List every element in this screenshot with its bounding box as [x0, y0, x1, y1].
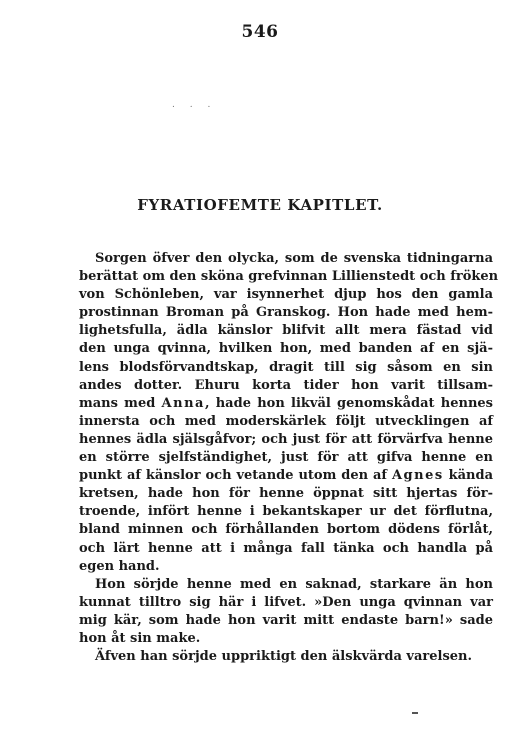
text-fragment: troende, infört henne i bekantskaper ur det förflutna,	[79, 504, 493, 520]
text-fragment: , hade hon likväl genomskådat hennes	[204, 395, 493, 411]
text-line	[79, 395, 493, 413]
text-fragment: kretsen, hade hon för henne öppnat sitt hjertas för-	[79, 486, 493, 502]
spaced-name: Agnes	[391, 468, 444, 484]
text-fragment: prostinnan Broman på Granskog. Hon hade med hem-	[79, 305, 493, 321]
page-number: 546	[241, 22, 279, 42]
text-line	[79, 431, 493, 449]
text-fragment: lens blodsförvandtskap, dragit till sig såsom en sin	[79, 359, 493, 375]
text-line	[79, 594, 493, 612]
text-fragment: Äfven han sörjde uppriktigt den älskvärda varelsen.	[95, 649, 473, 665]
text-fragment: Sorgen öfver den olycka, som de svenska tidningarna	[95, 251, 493, 266]
text-fragment: lighetsfulla, ädla känslor blifvit allt mera fästad vid	[79, 323, 493, 339]
text-fragment: hon åt sin make.	[79, 630, 201, 646]
text-line	[79, 250, 493, 268]
text-fragment: punkt af känslor och vetande utom den af	[79, 468, 392, 484]
text-fragment: en större sjelfständighet, just för att gifva henne en	[79, 450, 493, 466]
text-fragment: berättat om den sköna grefvinnan Lillienstedt och fröken	[79, 269, 499, 285]
text-line	[79, 558, 493, 576]
print-specks: . . .	[172, 100, 217, 110]
text-fragment: bland minnen och förhållanden bortom dödens förlåt,	[79, 522, 493, 538]
text-fragment: andes dotter. Ehuru korta tider hon varit tillsam-	[79, 377, 493, 393]
text-line	[79, 576, 493, 594]
text-fragment: von Schönleben, var isynnerhet djup hos den gamla	[79, 287, 493, 303]
text-fragment: egen hand.	[79, 558, 160, 574]
text-fragment: mig kär, som hade hon varit mitt endaste barn!» sade	[79, 612, 493, 628]
text-fragment: innersta och med moderskärlek följt utvecklingen af	[79, 413, 493, 429]
text-line	[79, 304, 493, 322]
text-line	[79, 485, 493, 503]
text-line	[79, 630, 493, 648]
text-fragment: och lärt henne att i många fall tänka och handla på	[79, 540, 493, 556]
text-line	[79, 322, 493, 340]
text-fragment: kunnat tilltro sig här i lifvet. »Den unga qvinnan var	[79, 594, 493, 610]
text-line	[79, 286, 493, 304]
text-fragment: den unga qvinna, hvilken hon, med banden af en sjä-	[79, 341, 493, 357]
text-line	[79, 540, 493, 558]
text-fragment: mans med	[79, 395, 162, 411]
text-fragment: kända	[443, 468, 493, 484]
text-fragment: hennes ädla själsgåfvor; och just för att förvärfva henne	[79, 431, 493, 447]
chapter-title: FYRATIOFEMTE KAPITLET.	[137, 196, 383, 214]
text-line	[79, 268, 499, 286]
body-text	[79, 250, 499, 666]
spaced-name: Anna	[161, 395, 205, 411]
text-fragment: Hon sörjde henne med en saknad, starkare än hon	[95, 576, 493, 592]
bottom-mark	[412, 712, 418, 714]
text-line	[79, 413, 493, 431]
text-line	[79, 612, 493, 630]
text-line	[79, 449, 493, 467]
text-line	[79, 377, 493, 395]
text-line	[79, 467, 493, 485]
text-line	[79, 521, 493, 539]
text-line	[79, 648, 493, 666]
text-line	[79, 503, 493, 521]
text-line	[79, 359, 493, 377]
text-line	[79, 340, 493, 358]
